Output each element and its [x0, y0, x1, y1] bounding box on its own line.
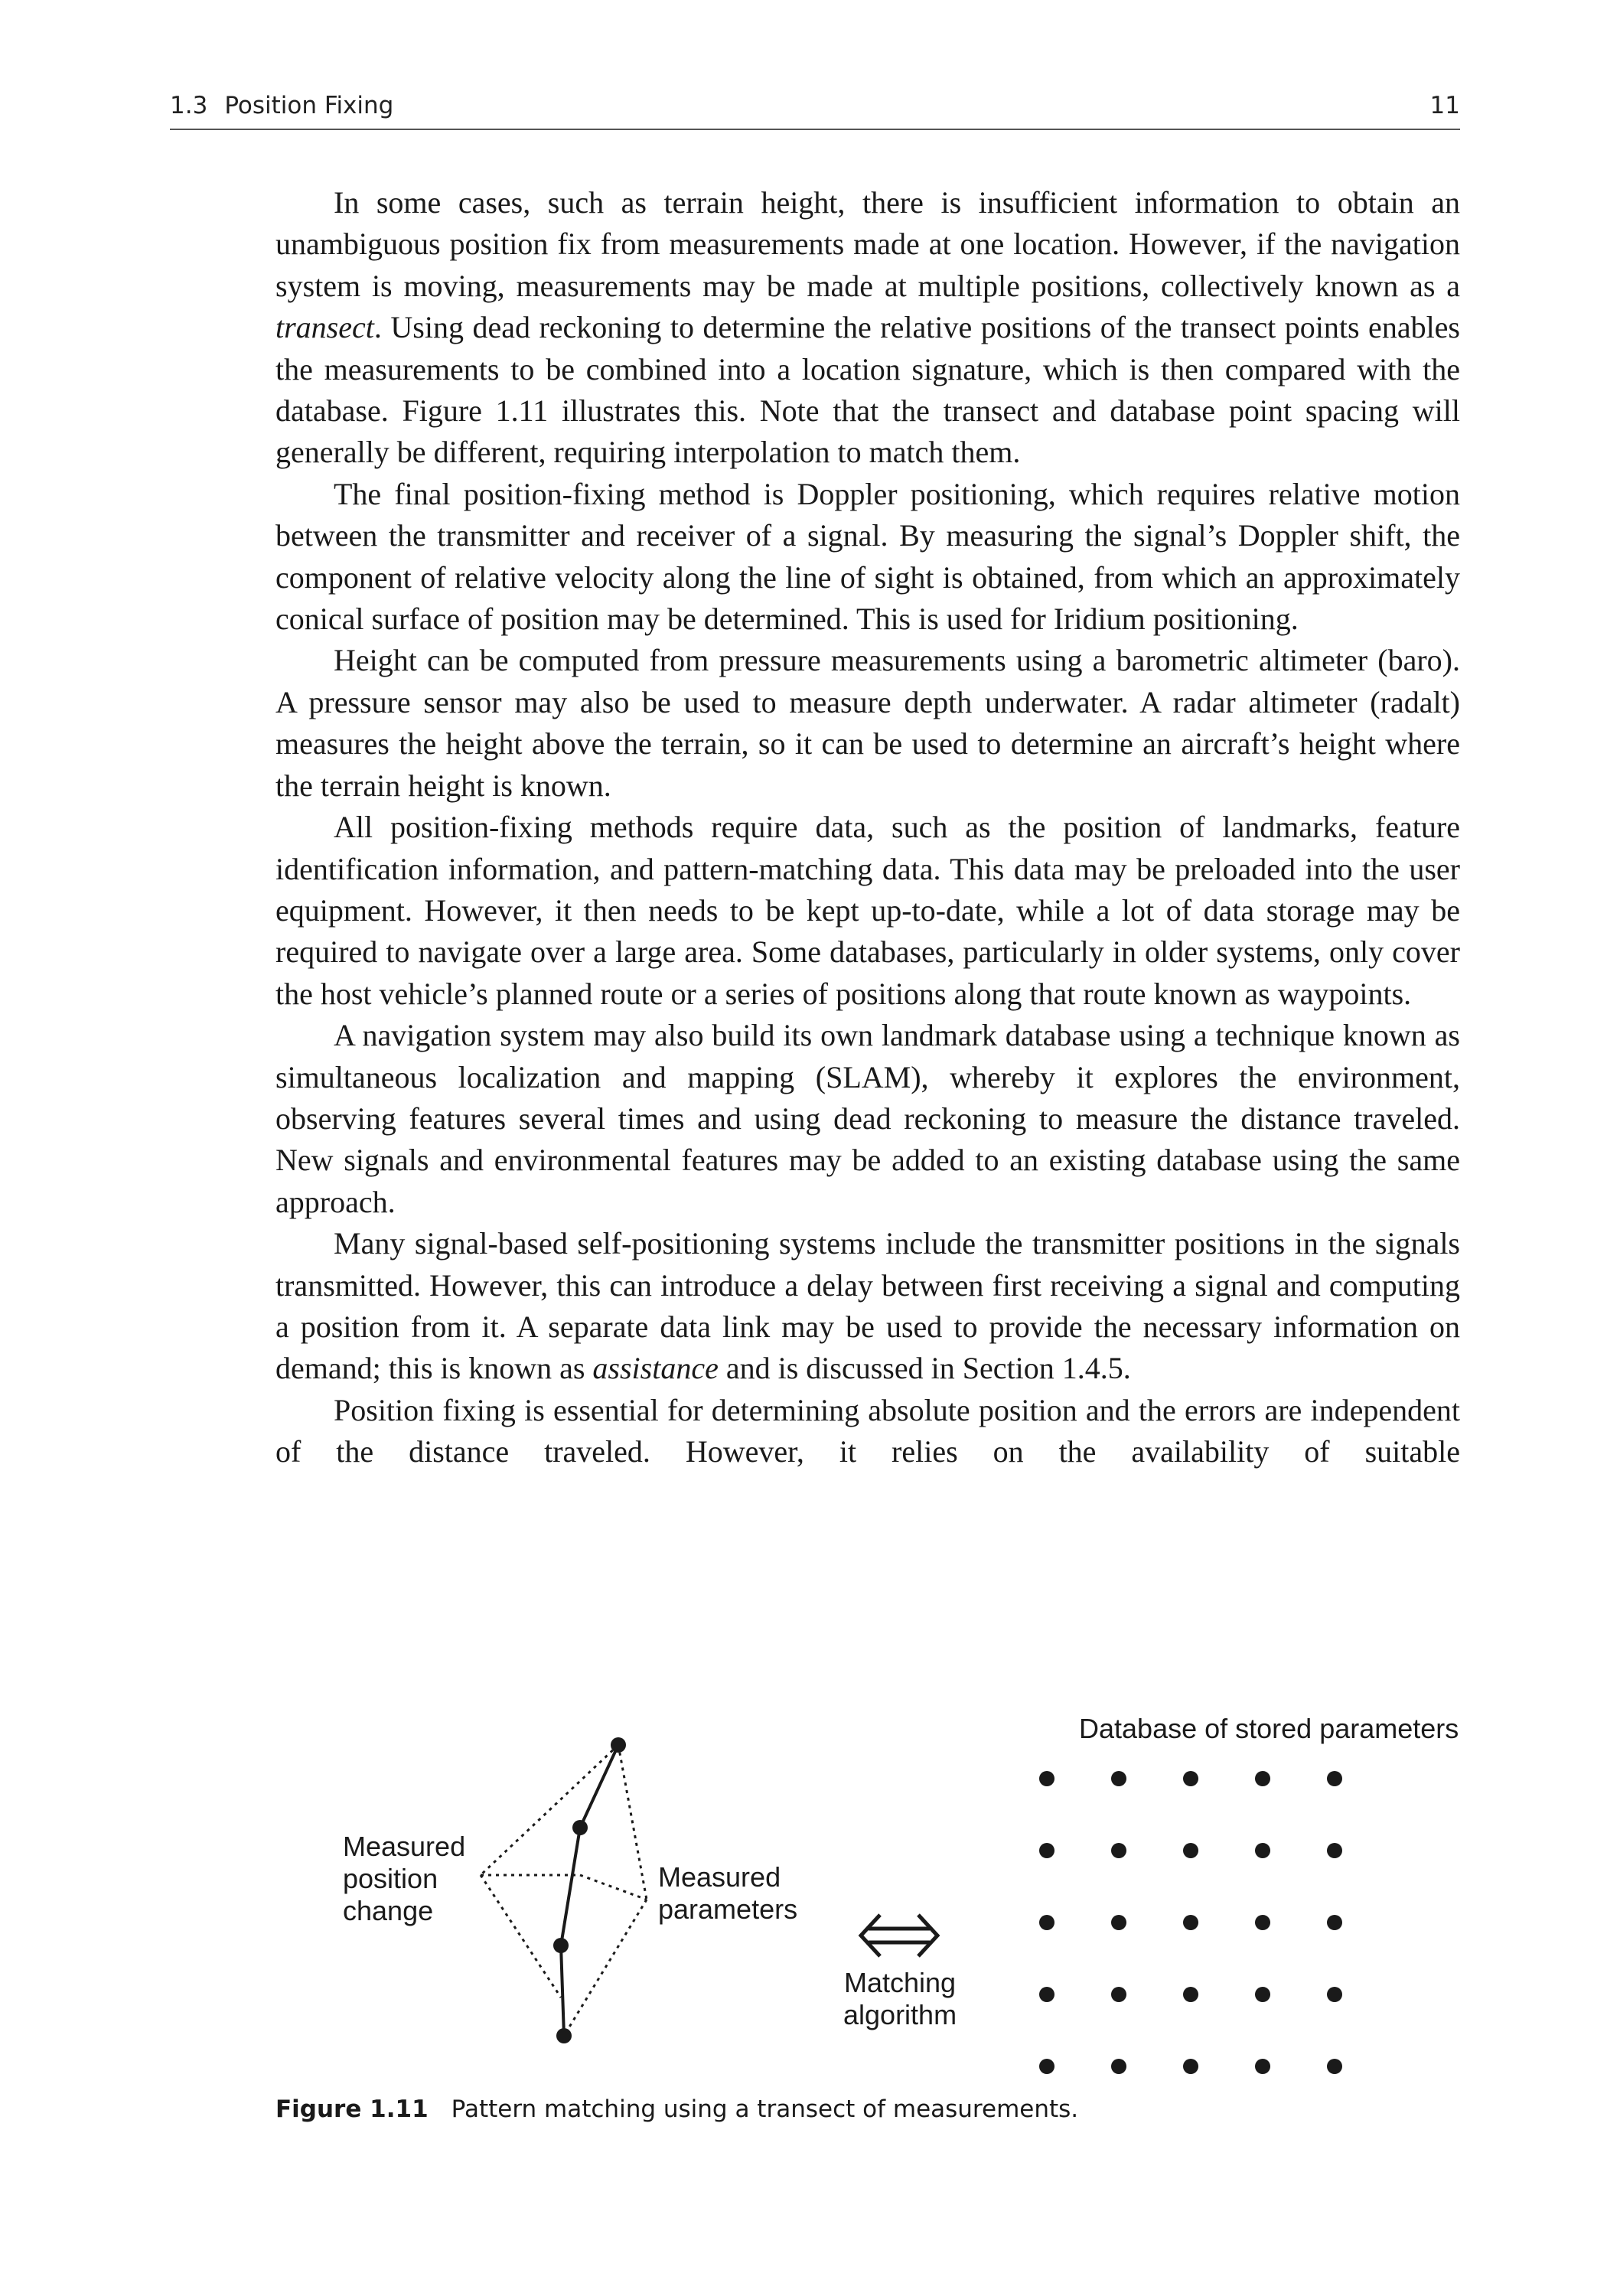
- caption-number: Figure 1.11: [275, 2095, 429, 2123]
- paragraph-text: A navigation system may also build its own landmark database using a technique known as simultaneous localization and mapping (SLAM), whereby it explores the environment, observing features several times and using dead reckoning to measure the distance traveled. New signals and environmental features may be added to an existing database using the same approach.: [275, 1018, 1460, 1219]
- database-point: [1327, 2059, 1342, 2074]
- envelope-line: [580, 1875, 647, 1900]
- figure-transect: [275, 1699, 1460, 2143]
- transect-point: [611, 1737, 626, 1753]
- envelope-line: [481, 1875, 561, 1998]
- paragraph-text: Position fixing is essential for determining absolute position and the errors are independent of the distance traveled. However, it relies on the availability of suitable: [275, 1392, 1460, 1469]
- caption-text: Pattern matching using a transect of measurements.: [451, 2095, 1079, 2123]
- database-point: [1183, 1843, 1198, 1858]
- database-point: [1183, 1987, 1198, 2002]
- label-parameters: Measured parameters: [658, 1861, 798, 1925]
- section-number: 1.3: [170, 92, 208, 119]
- database-point: [1255, 1843, 1270, 1858]
- database-point: [1111, 1771, 1126, 1786]
- transect-point: [553, 1938, 569, 1953]
- paragraph: [275, 182, 1460, 474]
- database-point: [1183, 2059, 1198, 2074]
- running-head: [170, 90, 1460, 130]
- transect-point: [556, 2028, 572, 2043]
- database-point: [1255, 2059, 1270, 2074]
- figure-caption: [275, 2095, 1078, 2123]
- envelope-line: [481, 1745, 618, 1875]
- paragraph-text: . Using dead reckoning to determine the relative positions of the transect points enables the measurements to be combined into a location signature, which is then compared with the database. Figure 1.11 illustrates this. Note that the transect and database point spacing will generally be different, requiring interpolation to match them.: [275, 310, 1460, 470]
- paragraph-text: The final position-fixing method is Doppler positioning, which requires relative motion between the transmitter and receiver of a signal. By measuring the signal’s Doppler shift, the component of relative velocity along the line of sight is obtained, from which an approximately conical surface of position may be determined. This is used for Iridium positioning.: [275, 476, 1460, 637]
- envelope-line: [564, 1900, 647, 2036]
- paragraph-text: In some cases, such as terrain height, there is insufficient information to obtain an unambiguous position fix from measurements made at one location. However, if the navigation system is moving, measurements may be made at multiple positions, collectively known as a: [275, 185, 1460, 303]
- paragraph: [275, 1223, 1460, 1390]
- transect-point: [572, 1820, 588, 1835]
- database-point: [1111, 1987, 1126, 2002]
- database-point: [1327, 1771, 1342, 1786]
- paragraph-text: All position-fixing methods require data, such as the position of landmarks, feature identification information, and pattern-matching data. This data may be preloaded into the user equipment. However, it then needs to be kept up-to-date, while a lot of data storage may be required to navigate over a large area. Some databases, particularly in older systems, only cover the host vehicle’s planned route or a series of positions along that route known as waypoints.: [275, 810, 1460, 1011]
- section-title: Position Fixing: [224, 92, 394, 119]
- body-text: [275, 182, 1460, 1473]
- paragraph-text: and is discussed in Section 1.4.5.: [718, 1351, 1131, 1386]
- paragraph-text: Height can be computed from pressure measurements using a barometric altimeter (baro). A pressure sensor may also be used to measure depth underwater. A radar altimeter (radalt) measures the height above the terrain, so it can be used to determine an aircraft’s height where the terrain height is known.: [275, 643, 1460, 803]
- paragraph: [275, 640, 1460, 807]
- paragraph: [275, 1390, 1460, 1473]
- database-point: [1183, 1915, 1198, 1930]
- database-point: [1183, 1771, 1198, 1786]
- database-point: [1327, 1915, 1342, 1930]
- emphasis-term: transect: [275, 310, 374, 345]
- database-point: [1039, 1843, 1054, 1858]
- database-point: [1039, 1771, 1054, 1786]
- database-point: [1039, 1987, 1054, 2002]
- database-point: [1039, 1915, 1054, 1930]
- label-database: Database of stored parameters: [1079, 1713, 1459, 1744]
- section-heading: [170, 92, 393, 119]
- database-point: [1327, 1987, 1342, 2002]
- database-grid: [1039, 1771, 1342, 2074]
- emphasis-term: assistance: [592, 1351, 719, 1386]
- paragraph-text: Many signal-based self-positioning systems include the transmitter positions in the signals transmitted. However, this can introduce a delay between first receiving a signal and computing a position from it. A separate data link may be used to provide the necessary information on demand; this is known as: [275, 1226, 1460, 1386]
- database-point: [1039, 2059, 1054, 2074]
- double-arrow-icon: [861, 1915, 937, 1956]
- database-point: [1111, 1843, 1126, 1858]
- database-point: [1255, 1771, 1270, 1786]
- database-point: [1327, 1843, 1342, 1858]
- paragraph: [275, 1015, 1460, 1223]
- database-point: [1255, 1987, 1270, 2002]
- paragraph: [275, 807, 1460, 1015]
- database-point: [1255, 1915, 1270, 1930]
- paragraph: [275, 474, 1460, 641]
- envelope-line: [618, 1745, 647, 1900]
- label-matching: Matching algorithm: [843, 1967, 957, 2030]
- database-point: [1111, 2059, 1126, 2074]
- label-position-change: Measured position change: [343, 1831, 466, 1926]
- database-point: [1111, 1915, 1126, 1930]
- page-number: 11: [1429, 92, 1460, 119]
